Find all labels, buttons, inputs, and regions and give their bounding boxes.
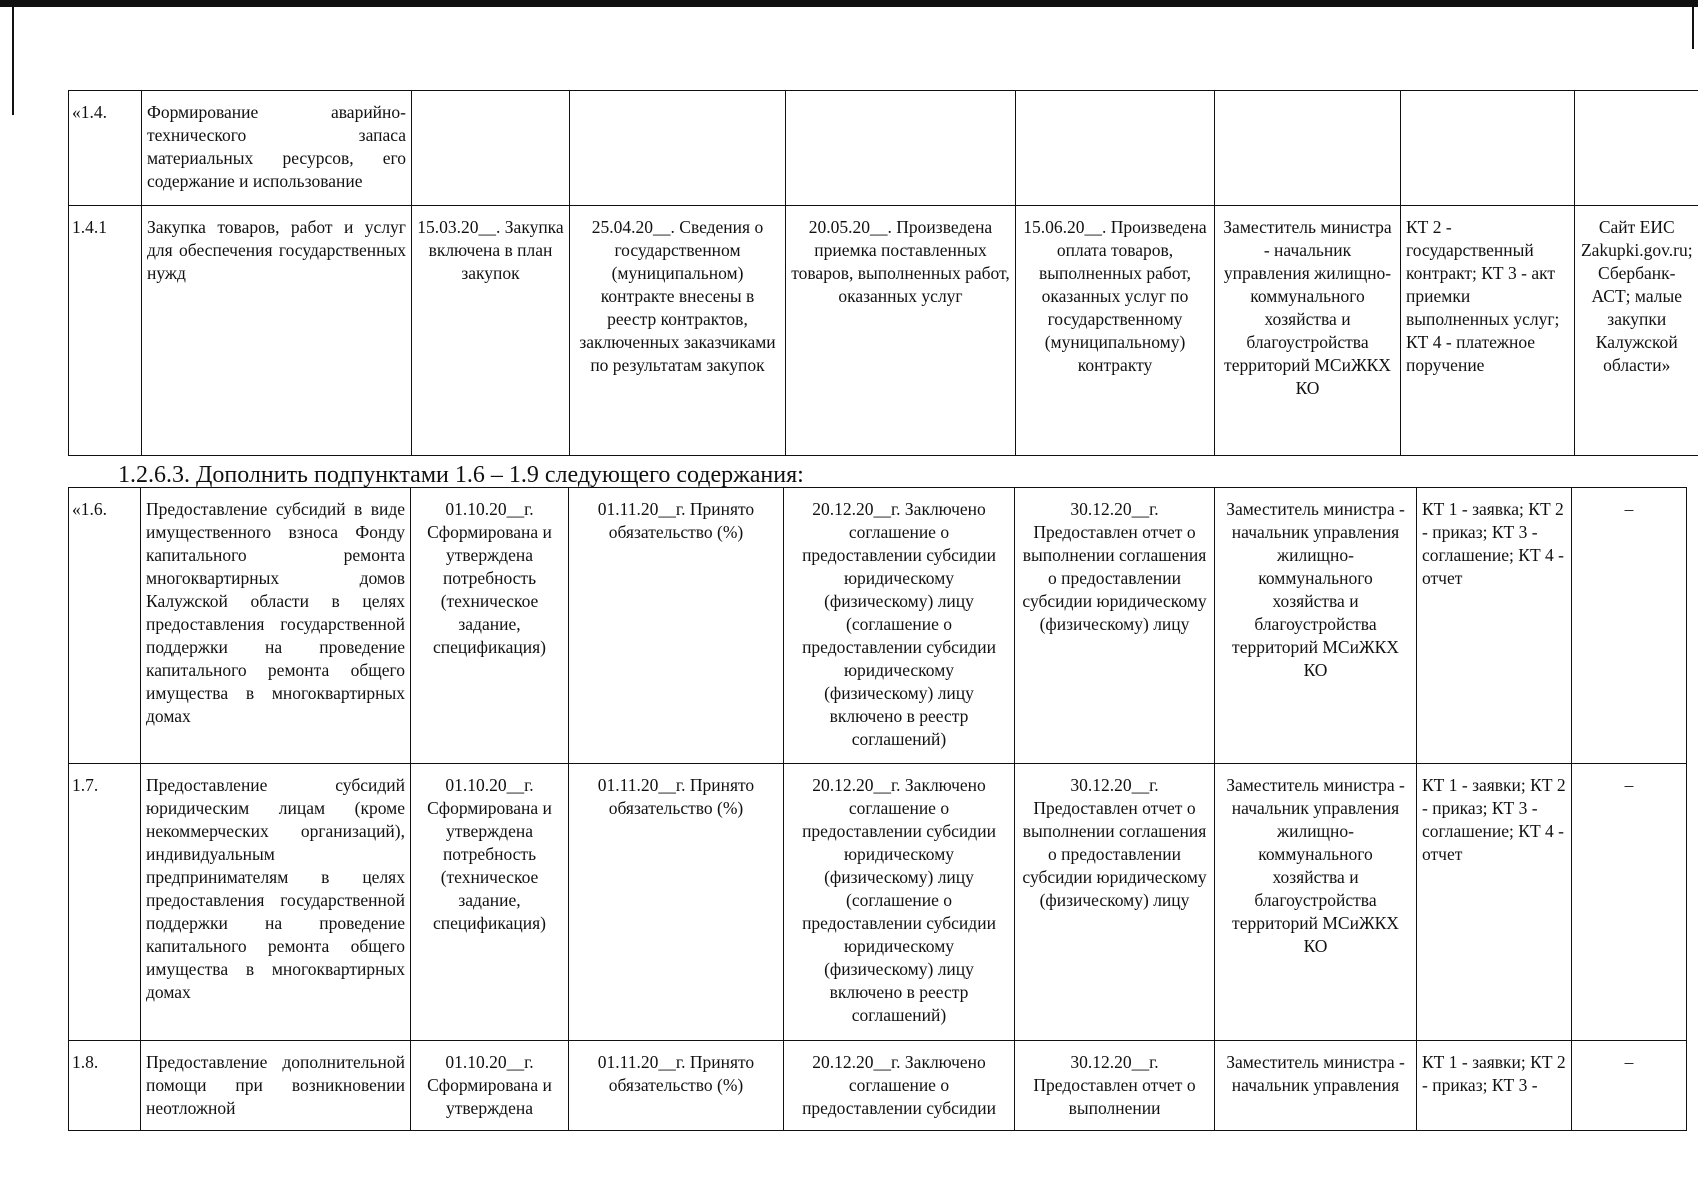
kt4-cell: 30.12.20__г. Предоставлен отчет о выполнении соглашения о предоставлении субсидии юридическому (физическому) лицу — [1015, 764, 1215, 1041]
event-name: Предоставление дополнительной помощи при возникновении неотложной — [141, 1041, 411, 1131]
table-row — [69, 91, 1698, 206]
kt4-cell: 30.12.20__г. Предоставлен отчет о выполнении — [1015, 1041, 1215, 1131]
kt2-cell: 01.11.20__г. Принято обязательство (%) — [569, 1041, 784, 1131]
row-number: 1.8. — [69, 1041, 141, 1131]
scan-right-edge — [1692, 7, 1694, 49]
kt2-cell: 01.11.20__г. Принято обязательство (%) — [569, 764, 784, 1041]
event-name: Предоставление субсидий юридическим лицам (кроме некоммерческих организаций), индивидуальным предпринимателям в целях предоставления государственной поддержки на проведение капитального ремонта общего имущества в многоквартирных домах — [141, 764, 411, 1041]
kt1-cell: 01.10.20__г. Сформирована и утверждена — [411, 1041, 569, 1131]
kt1-cell — [412, 91, 570, 206]
section-heading: 1.2.6.3. Дополнить подпунктами 1.6 – 1.9 следующего содержания: — [118, 462, 804, 488]
table-row — [69, 1041, 1687, 1131]
kt3-cell: 20.05.20__. Произведена приемка поставленных товаров, выполненных работ, оказанных услуг — [786, 206, 1016, 456]
event-name: Формирование аварийно-технического запаса материальных ресурсов, его содержание и использование — [142, 91, 412, 206]
kt3-cell — [786, 91, 1016, 206]
row-number: «1.4. — [69, 91, 142, 206]
system-cell — [1575, 91, 1698, 206]
kt4-cell — [1016, 91, 1215, 206]
kt2-cell: 25.04.20__. Сведения о государственном (муниципальном) контракте внесены в реестр контрактов, заключенных заказчиками по результатам закупок — [570, 206, 786, 456]
system-cell: – — [1572, 1041, 1687, 1131]
kt4-cell: 30.12.20__г. Предоставлен отчет о выполнении соглашения о предоставлении субсидии юридическому (физическому) лицу — [1015, 488, 1215, 764]
kt1-cell: 01.10.20__г. Сформирована и утверждена потребность (техническое задание, спецификация) — [411, 488, 569, 764]
responsible-cell: Заместитель министра - начальник управления жилищно-коммунального хозяйства и благоустройства территорий МСиЖКХ КО — [1215, 206, 1401, 456]
kt1-cell: 15.03.20__. Закупка включена в план закупок — [412, 206, 570, 456]
control-points-table-bottom — [68, 487, 1687, 1131]
kt2-cell: 01.11.20__г. Принято обязательство (%) — [569, 488, 784, 764]
scan-top-edge — [0, 0, 1698, 7]
responsible-cell: Заместитель министра - начальник управления жилищно-коммунального хозяйства и благоустройства территорий МСиЖКХ КО — [1215, 488, 1417, 764]
event-name: Предоставление субсидий в виде имущественного взноса Фонду капитального ремонта многоквартирных домов Калужской области в целях предоставления государственной поддержки на проведение капитального ремонта общего имущества в многоквартирных домах — [141, 488, 411, 764]
event-name: Закупка товаров, работ и услуг для обеспечения государственных нужд — [142, 206, 412, 456]
kt1-cell: 01.10.20__г. Сформирована и утверждена потребность (техническое задание, спецификация) — [411, 764, 569, 1041]
kt2-cell — [570, 91, 786, 206]
scan-left-edge — [12, 7, 14, 115]
responsible-cell — [1215, 91, 1401, 206]
kt3-cell: 20.12.20__г. Заключено соглашение о предоставлении субсидии — [784, 1041, 1015, 1131]
kt3-cell: 20.12.20__г. Заключено соглашение о предоставлении субсидии юридическому (физическому) лицу (соглашение о предоставлении субсидии юридическому (физическому) лицу включено в реестр соглашений) — [784, 764, 1015, 1041]
control-points-table-top — [68, 90, 1698, 456]
document-cell: КТ 1 - заявки; КТ 2 - приказ; КТ 3 - соглашение; КТ 4 - отчет — [1417, 764, 1572, 1041]
document-cell: КТ 1 - заявка; КТ 2 - приказ; КТ 3 - соглашение; КТ 4 - отчет — [1417, 488, 1572, 764]
table-row — [69, 488, 1687, 764]
responsible-cell: Заместитель министра - начальник управления жилищно-коммунального хозяйства и благоустройства территорий МСиЖКХ КО — [1215, 764, 1417, 1041]
system-cell: – — [1572, 764, 1687, 1041]
kt3-cell: 20.12.20__г. Заключено соглашение о предоставлении субсидии юридическому (физическому) лицу (соглашение о предоставлении субсидии юридическому (физическому) лицу включено в реестр соглашений) — [784, 488, 1015, 764]
kt4-cell: 15.06.20__. Произведена оплата товаров, выполненных работ, оказанных услуг по государственному (муниципальному) контракту — [1016, 206, 1215, 456]
row-number: «1.6. — [69, 488, 141, 764]
table-row — [69, 764, 1687, 1041]
system-cell: – — [1572, 488, 1687, 764]
responsible-cell: Заместитель министра - начальник управления — [1215, 1041, 1417, 1131]
document-cell: КТ 1 - заявки; КТ 2 - приказ; КТ 3 - — [1417, 1041, 1572, 1131]
row-number: 1.7. — [69, 764, 141, 1041]
table-row — [69, 206, 1698, 456]
system-cell: Сайт ЕИС Zakupki.gov.ru; Сбербанк-АСТ; малые закупки Калужской области» — [1575, 206, 1698, 456]
document-cell: КТ 2 - государственный контракт; КТ 3 - акт приемки выполненных услуг; КТ 4 - платежное поручение — [1401, 206, 1575, 456]
row-number: 1.4.1 — [69, 206, 142, 456]
document-cell — [1401, 91, 1575, 206]
